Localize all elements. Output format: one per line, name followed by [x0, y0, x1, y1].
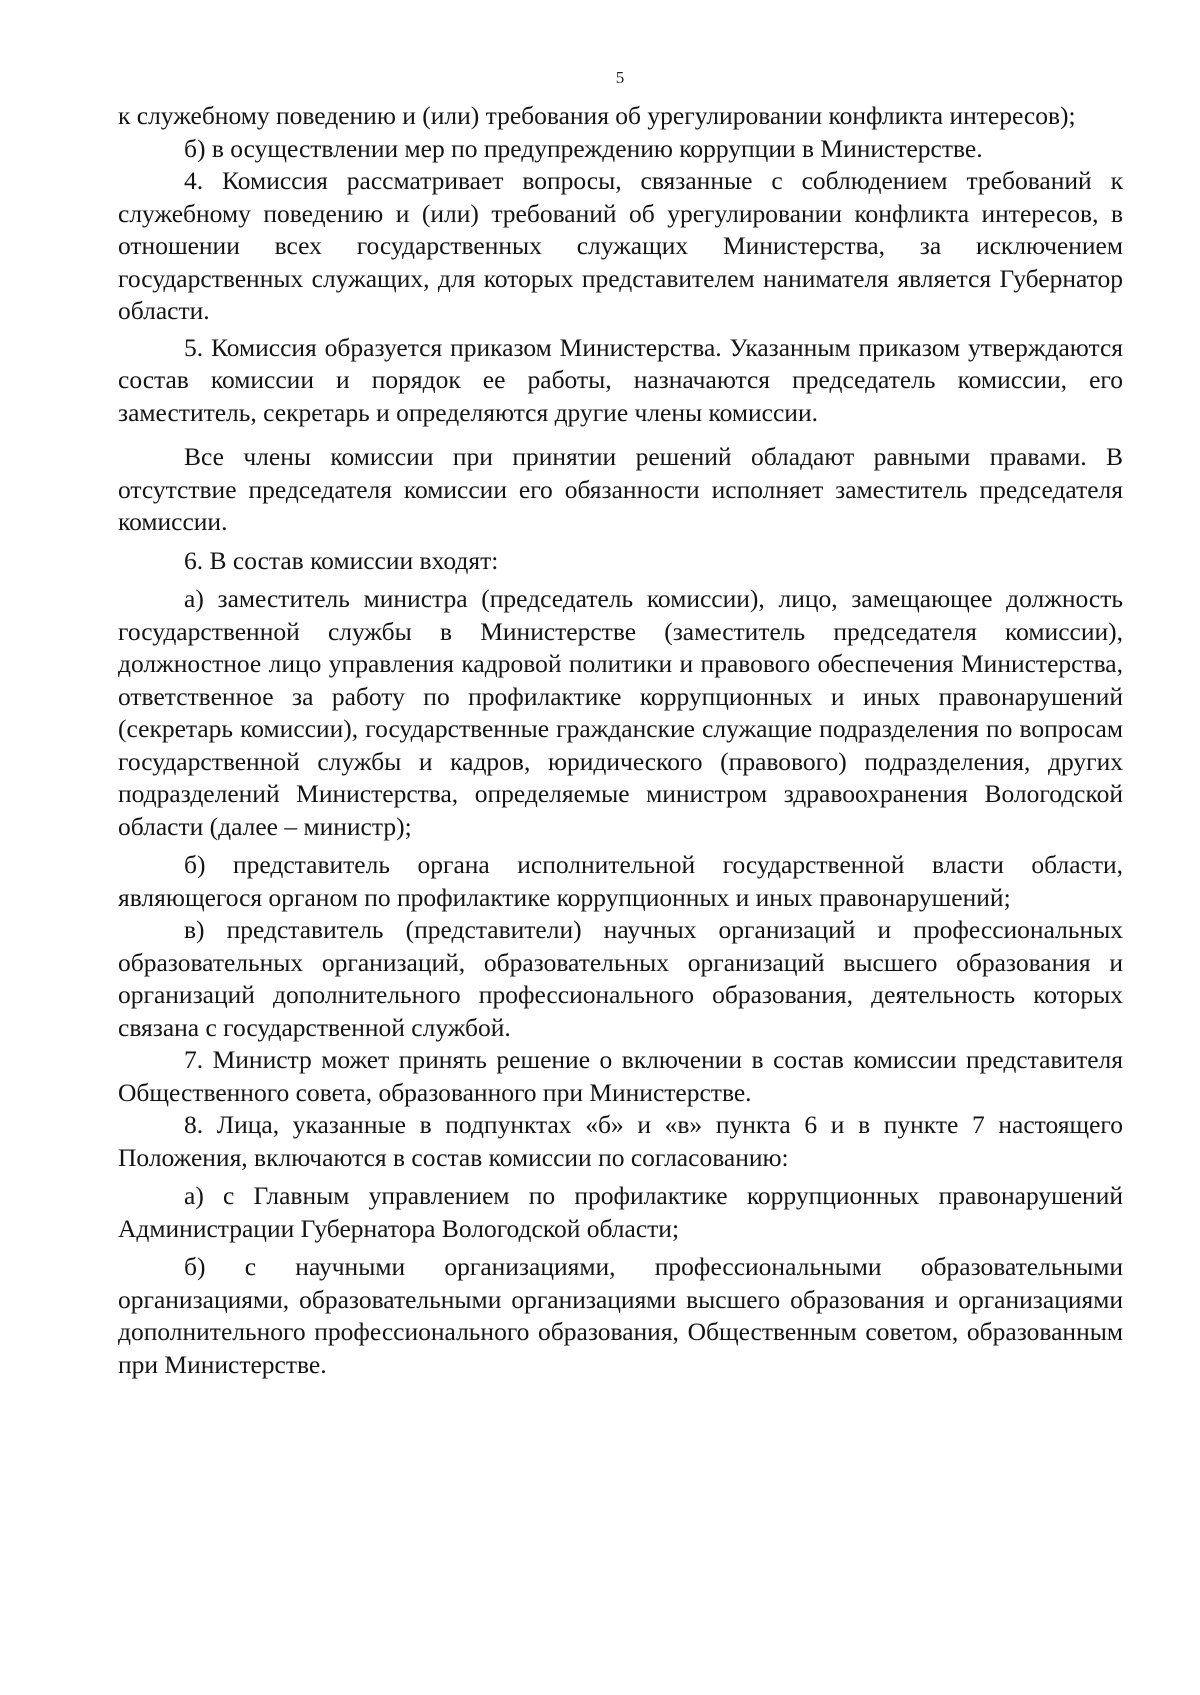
paragraph-8-b: б) с научными организациями, профессиональными образовательными организациями, образовательными организациями высшего образования и организациями дополнительного профессионального образования, Общественным советом, образованным при Министерстве.: [118, 1252, 1123, 1379]
paragraph-6-v: в) представитель (представители) научных организаций и профессиональных образовательных организаций, образовательных организаций высшего образования и организаций дополнительного профессионального образования, деятельность которых связана с государственной службой.: [118, 915, 1123, 1042]
paragraph-8: 8. Лица, указанные в подпунктах «б» и «в» пункта 6 и в пункте 7 настоящего Положения, включаются в состав комиссии по согласованию:: [118, 1110, 1123, 1172]
paragraph-equal-rights: Все члены комиссии при принятии решений обладают равными правами. В отсутствие председателя комиссии его обязанности исполняет заместитель председателя комиссии.: [118, 442, 1123, 536]
paragraph-4: 4. Комиссия рассматривает вопросы, связанные с соблюдением требований к служебному поведению и (или) требований об урегулировании конфликта интересов, в отношении всех государственных служащих Министерства, за исключением государственных служащих, для которых представителем нанимателя является Губернатор области.: [118, 166, 1123, 325]
paragraph-6-a: а) заместитель министра (председатель комиссии), лицо, замещающее должность государственной службы в Министерстве (заместитель председателя комиссии), должностное лицо управления кадровой политики и правового обеспечения Министерства, ответственное за работу по профилактике коррупционных и иных правонарушений (секретарь комиссии), государственные гражданские служащие подразделения по вопросам государственной службы и кадров, юридического (правового) подразделения, других подразделений Министерства, определяемые министром здравоохранения Вологодской области (далее – министр);: [118, 584, 1123, 841]
paragraph-6: 6. В состав комиссии входят:: [184, 545, 499, 575]
paragraph-8-a: а) с Главным управлением по профилактике коррупционных правонарушений Администрации Губернатора Вологодской области;: [118, 1181, 1123, 1243]
page-number: 5: [615, 68, 625, 87]
document-body: [118, 100, 1123, 1381]
paragraph-7: 7. Министр может принять решение о включении в состав комиссии представителя Общественного совета, образованного при Министерстве.: [118, 1045, 1123, 1107]
paragraph-6-b: б) представитель органа исполнительной государственной власти области, являющегося органом по профилактике коррупционных и иных правонарушений;: [118, 850, 1123, 912]
paragraph-5: 5. Комиссия образуется приказом Министерства. Указанным приказом утверждаются состав комиссии и порядок ее работы, назначаются председатель комиссии, его заместитель, секретарь и определяются другие члены комиссии.: [118, 332, 1123, 427]
paragraph-continuation: к служебному поведению и (или) требования об урегулировании конфликта интересов);: [118, 101, 1076, 130]
paragraph-item-b: б) в осуществлении мер по предупреждению коррупции в Министерстве.: [184, 133, 983, 163]
